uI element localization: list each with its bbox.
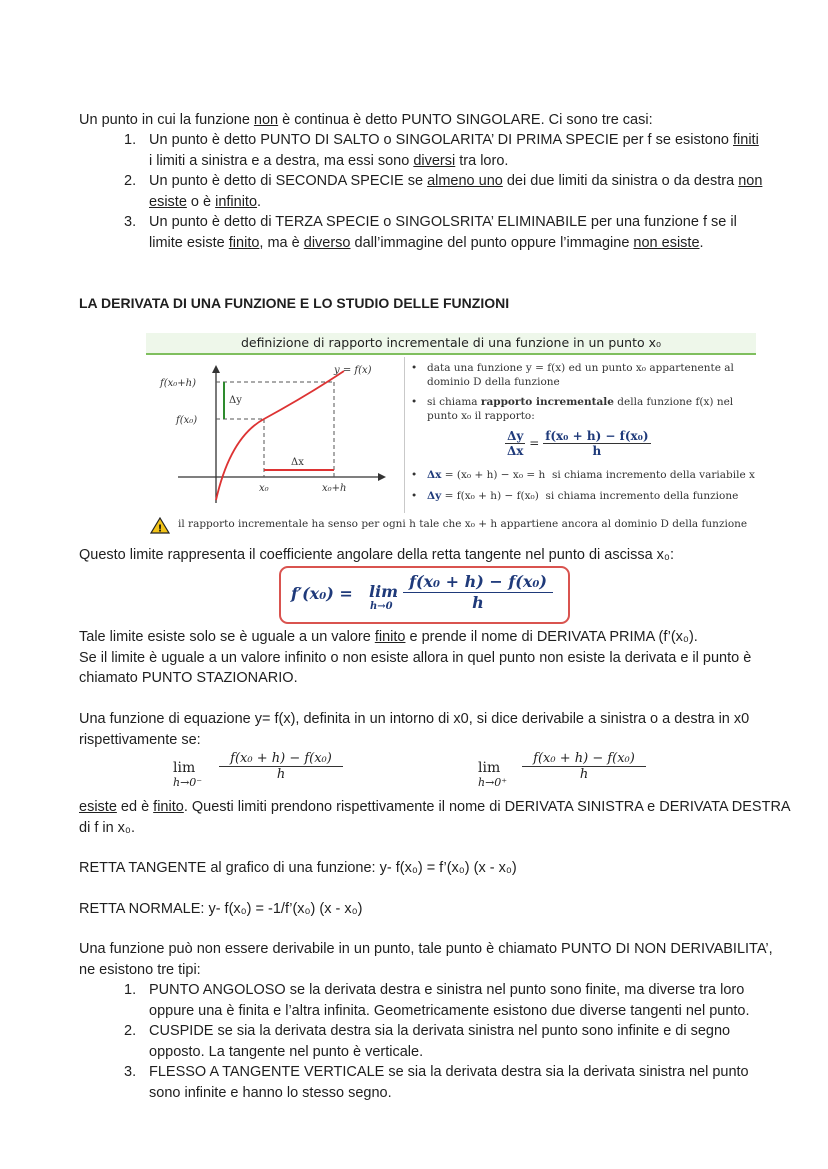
bullet-dot: • [411,396,418,408]
label-curve: y = f(x) [334,365,372,376]
case-item: 2. Un punto è detto di SECONDA SPECIE se almeno uno dei due limiti da sinistra o da destra non esiste o è infinito. [124,173,763,210]
derivative-denominator: h [472,593,484,612]
bullet-dot: • [411,362,418,374]
left-lim-denominator: h [276,767,286,782]
derivative-lhs: f′(x₀) = [291,584,353,603]
item-number: 1. [124,982,137,998]
label-fx0h: f(x₀+h) [160,378,196,389]
x-axis-arrow [378,473,386,481]
svg-text:!: ! [157,523,163,534]
derivative-lim: lim [369,582,399,601]
derivative-lim-sub: h→0 [370,601,393,612]
item-text: PUNTO ANGOLOSO se la derivata destra e sinistra nel punto sono finite, ma diverse tra loro oppure una è finita e l’altra infinita. Geometricamente esistono due diverse tangenti nel punto. [149,982,750,1019]
bullet-dot: • [411,469,418,481]
limit-sentence: Questo limite rappresenta il coefficiente angolare della retta tangente nel punto di ascissa x₀: [79,547,674,563]
right-limit-formula [478,751,658,793]
label-dx: Δx [291,457,304,468]
nonderivability-list [124,980,764,1103]
intro-lead-end: è continua è detto PUNTO SINGOLARE. Ci sono tre casi: [278,112,653,128]
left-limit-formula [173,751,353,793]
case-number: 2. [124,173,137,189]
warning-text: il rapporto incrementale ha senso per ogni h tale che x₀ + h appartiene ancora al dominio D della funzione [178,518,748,530]
figure-definitions [404,357,757,513]
y-axis-arrow [212,365,220,373]
intro-paragraph [79,110,791,131]
derivative-numerator: f(x₀ + h) − f(x₀) [403,572,553,593]
definition-bullet-3: • Δx = (x₀ + h) − x₀ = h si chiama incremento della variabile x [411,469,755,481]
paragraph-derivative-first: Tale limite esiste solo se è uguale a un valore finito e prende il nome di DERIVATA PRIMA (f’(x₀). Se il limite è uguale a un valore infinito o non esiste allora in quel punto non esiste la derivata e il punto è chiamato PUNTO STAZIONARIO. [79,629,752,686]
item-text: FLESSO A TANGENTE VERTICALE se sia la derivata destra sia la derivata sinistra nel punto sono infinite e hanno lo stesso segno. [149,1064,749,1101]
section-title: LA DERIVATA DI UNA FUNZIONE E LO STUDIO DELLE FUNZIONI [79,295,510,311]
nonderivability-item [124,1021,764,1062]
item-number: 3. [124,1064,137,1080]
paragraph-side-derivatives: esiste ed è finito. Questi limiti prendono rispettivamente il nome di DERIVATA SINISTRA e DERIVATA DESTRA di f in x₀. [79,799,790,836]
normal-line-formula: RETTA NORMALE: y- f(x₀) = -1/f’(x₀) (x - x₀) [79,901,363,917]
left-lim: lim [173,760,196,776]
nonderivability-item [124,1062,764,1103]
incremental-ratio-formula: $\frac{\Delta y}{\Delta x}$ = $\frac{\text{f(x₀ + h) − f(x₀)}}{h}$ [507,429,649,458]
paragraph-side-derivability: Una funzione di equazione y= f(x), definita in un intorno di x0, si dice derivabile a sinistra o a destra in x0 rispettivamente se: [79,711,750,748]
right-lim-numerator: f(x₀ + h) − f(x₀) [522,751,646,767]
definition-bullet-2: • si chiama rapporto incrementale della funzione f(x) nel punto x₀ il rapporto: [411,396,734,422]
nonderivability-intro: Una funzione può non essere derivabile in un punto, tale punto è chiamato PUNTO DI NON DERIVABILITA’, ne esistono tre tipi: [79,941,773,978]
incremental-ratio-figure [146,333,756,538]
function-curve [216,371,347,500]
label-dy: Δy [229,395,242,406]
tangent-line-formula: RETTA TANGENTE al grafico di una funzione: y- f(x₀) = f’(x₀) (x - x₀) [79,860,517,876]
ratio-numerator: Δy [505,429,525,444]
definition-bullet-4: • Δy = f(x₀ + h) − f(x₀) si chiama incremento della funzione [411,490,739,502]
intro-lead: Un punto in cui la funzione [79,112,254,128]
case-number: 1. [124,132,137,148]
right-lim: lim [478,760,501,776]
ratio-right-numerator: f(x₀ + h) − f(x₀) [545,429,649,443]
label-fx0: f(x₀) [176,415,198,426]
intro-underline: non [253,112,279,128]
left-lim-sub: h→0⁻ [173,776,203,789]
nonderivability-item [124,980,764,1021]
item-text: CUSPIDE se sia la derivata destra sia la derivata sinistra nel punto sono infinite e di segno opposto. La tangente nel punto è verticale. [149,1023,731,1060]
case-number: 3. [124,214,137,230]
case-item: 1. Un punto è detto PUNTO DI SALTO o SINGOLARITA’ DI PRIMA SPECIE per f se esistono finiti i limiti a sinistra e a destra, ma essi sono diversi tra loro. [124,132,759,169]
label-x0: x₀ [259,483,269,494]
singular-cases-list [124,130,764,253]
ratio-denominator: Δx [507,444,524,458]
incremental-ratio-graph [146,355,404,515]
figure-title: definizione di rapporto incrementale di una funzione in un punto x₀ [146,333,756,355]
right-lim-sub: h→0⁺ [478,776,508,789]
definition-bullet-1: • data una funzione y = f(x) ed un punto x₀ appartenente al dominio D della funzione [411,362,734,388]
label-x0h: x₀+h [322,483,347,494]
bullet-dot: • [411,490,418,502]
derivative-definition-box [279,566,570,624]
ratio-right-denominator: h [592,444,602,458]
item-number: 2. [124,1023,137,1039]
warning-icon [150,517,170,534]
case-item: 3. Un punto è detto di TERZA SPECIE o SINGOLSRITA’ ELIMINABILE per una funzione f se il limite esiste finito, ma è diverso dall’immagine del punto oppure l’immagine non esiste. [124,214,737,251]
figure-warning [146,515,756,535]
left-lim-numerator: f(x₀ + h) − f(x₀) [219,751,343,767]
right-lim-denominator: h [579,767,589,782]
